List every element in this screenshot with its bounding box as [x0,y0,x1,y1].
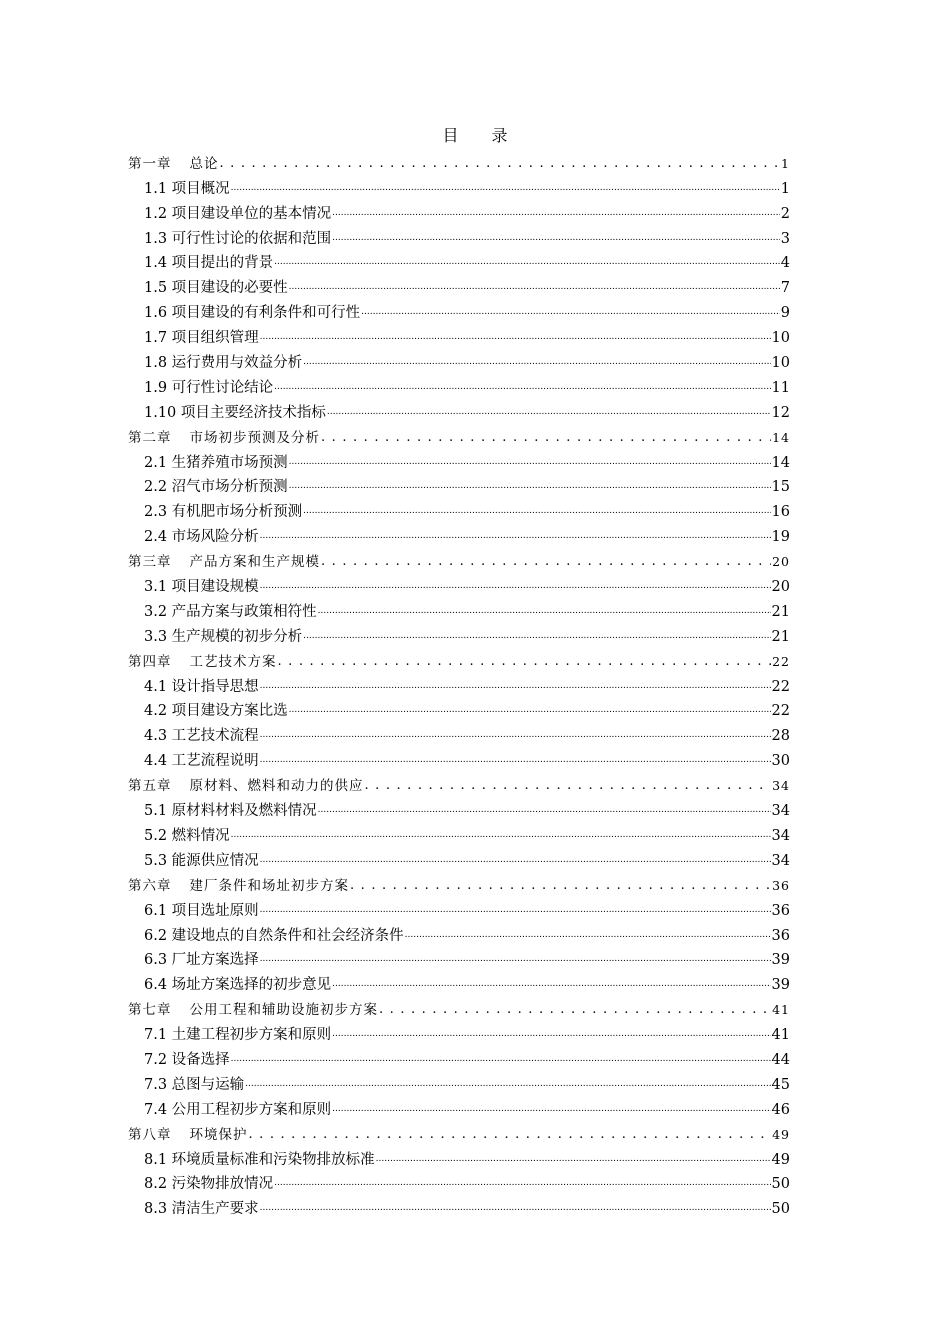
toc-section-title: 5.1 原材料材料及燃料情况 [144,803,317,820]
toc-section-entry[interactable] [128,1094,790,1119]
toc-chapter-entry[interactable] [128,994,790,1019]
toc-section-entry[interactable] [128,596,790,621]
toc-chapter-title: 总论 [189,155,219,172]
toc-page-number: 10 [771,355,790,372]
toc-section-entry[interactable] [128,198,790,223]
toc-chapter-heading [128,777,364,795]
toc-chapter-title: 产品方案和生产规模 [189,554,320,571]
toc-page-number: 15 [771,479,790,496]
toc-section-entry[interactable] [128,621,790,646]
toc-dot-leader [260,1200,771,1218]
toc-page-number: 21 [771,628,790,645]
toc-page-number: 4 [780,255,790,272]
toc-section-title: 8.3 清洁生产要求 [144,1201,259,1218]
toc-section-title: 3.2 产品方案与政策相符性 [144,603,317,620]
toc-page-number: 10 [771,330,790,347]
toc-dot-leader [318,603,771,621]
toc-dot-leader [274,379,770,397]
toc-section-title: 3.1 项目建设规模 [144,579,259,596]
toc-section-title: 1.10 项目主要经济技术指标 [144,404,326,421]
toc-section-entry[interactable] [128,372,790,397]
toc-dot-leader [350,877,771,895]
toc-section-entry[interactable] [128,322,790,347]
toc-section-title: 1.7 项目组织管理 [144,330,259,347]
toc-page-number: 20 [772,554,790,570]
toc-page-number: 3 [780,230,790,247]
toc-section-entry[interactable] [128,1019,790,1044]
toc-section-entry[interactable] [128,1044,790,1069]
toc-section-title: 2.1 生猪养殖市场预测 [144,454,288,471]
toc-section-entry[interactable] [128,472,790,497]
toc-chapter-number: 第五章 [128,778,172,795]
toc-dot-leader [260,678,771,696]
toc-page-number: 2 [780,205,790,222]
toc-chapter-title: 公用工程和辅助设施初步方案 [189,1002,378,1019]
toc-dot-leader [376,1151,771,1169]
toc-page-number: 1 [781,155,790,171]
toc-dot-leader [321,553,771,571]
toc-dot-leader [289,279,780,297]
toc-section-entry[interactable] [128,720,790,745]
toc-section-entry[interactable] [128,173,790,198]
toc-section-entry[interactable] [128,272,790,297]
toc-chapter-entry[interactable] [128,770,790,795]
toc-section-entry[interactable] [128,945,790,970]
toc-dot-leader [303,354,770,372]
toc-page-number: 9 [780,305,790,322]
toc-chapter-number: 第三章 [128,554,172,571]
toc-section-title: 4.4 工艺流程说明 [144,753,259,770]
toc-dot-leader [379,1001,771,1019]
toc-section-entry[interactable] [128,347,790,372]
toc-page-number: 16 [771,504,790,521]
toc-page-number: 22 [771,703,790,720]
toc-page-number: 7 [780,280,790,297]
toc-dot-leader [332,976,770,994]
toc-dot-leader [405,927,771,945]
toc-dot-leader [332,1026,770,1044]
toc-dot-leader [231,1051,771,1069]
toc-page-number: 39 [771,977,790,994]
toc-dot-leader [303,628,770,646]
toc-chapter-title: 工艺技术方案 [189,653,277,670]
toc-page-number: 19 [771,529,790,546]
toc-section-title: 4.1 设计指导思想 [144,678,259,695]
toc-page-number: 36 [772,877,790,893]
toc-chapter-number: 第七章 [128,1002,172,1019]
toc-dot-leader [260,902,771,920]
toc-section-entry[interactable] [128,795,790,820]
toc-page-number: 14 [772,429,790,445]
toc-section-title: 1.9 可行性讨论结论 [144,379,274,396]
toc-section-entry[interactable] [128,969,790,994]
toc-page-number: 41 [772,1002,790,1018]
toc-dot-leader [249,1126,772,1144]
toc-section-title: 6.3 厂址方案选择 [144,952,259,969]
toc-dot-leader [274,254,780,272]
toc-page-number: 44 [771,1051,790,1068]
toc-page-number: 21 [771,603,790,620]
toc-chapter-entry[interactable] [128,870,790,895]
toc-title: 目 录 [442,126,522,145]
toc-section-entry[interactable] [128,895,790,920]
toc-section-entry[interactable] [128,297,790,322]
toc-section-title: 8.2 污染物排放情况 [144,1176,274,1193]
toc-dot-leader [260,727,771,745]
toc-section-title: 2.3 有机肥市场分析预测 [144,504,303,521]
toc-dot-leader [278,653,772,671]
toc-dot-leader [260,852,771,870]
toc-page-number: 22 [772,653,790,669]
toc-chapter-entry[interactable] [128,646,790,671]
toc-dot-leader [231,180,780,198]
toc-section-title: 7.2 设备选择 [144,1051,230,1068]
toc-page-number: 14 [771,454,790,471]
toc-dot-leader [289,454,771,472]
toc-page-number: 36 [771,927,790,944]
toc-section-entry[interactable] [128,1193,790,1218]
toc-dot-leader [289,702,771,720]
toc-page-number: 36 [771,902,790,919]
toc-section-entry[interactable] [128,1169,790,1194]
toc-section-entry[interactable] [128,496,790,521]
toc-page-number: 34 [771,827,790,844]
toc-section-title: 2.2 沼气市场分析预测 [144,479,288,496]
toc-section-entry[interactable] [128,1144,790,1169]
toc-section-entry[interactable] [128,223,790,248]
toc-dot-leader [260,752,771,770]
toc-dot-leader [260,578,771,596]
toc-chapter-title: 环境保护 [189,1126,248,1143]
toc-dot-leader [332,230,780,248]
toc-chapter-heading [128,429,320,447]
toc-section-title: 6.2 建设地点的自然条件和社会经济条件 [144,927,404,944]
toc-section-entry[interactable] [128,447,790,472]
toc-dot-leader [321,429,771,447]
toc-dot-leader [220,155,781,173]
toc-section-entry[interactable] [128,521,790,546]
toc-dot-leader [303,503,770,521]
toc-section-entry[interactable] [128,397,790,422]
toc-dot-leader [327,404,771,422]
toc-page-number: 34 [771,852,790,869]
toc-section-entry[interactable] [128,745,790,770]
toc-section-title: 5.2 燃料情况 [144,827,230,844]
toc-dot-leader [318,802,771,820]
toc-chapter-entry[interactable] [128,1119,790,1144]
toc-page-number: 22 [771,678,790,695]
toc-page-number: 50 [771,1176,790,1193]
toc-dot-leader [274,1175,770,1193]
toc-section-title: 3.3 生产规模的初步分析 [144,628,303,645]
toc-page-number: 41 [771,1027,790,1044]
toc-dot-leader [260,951,771,969]
toc-chapter-number: 第六章 [128,877,172,894]
toc-section-entry[interactable] [128,820,790,845]
toc-chapter-heading [128,1001,378,1019]
toc-section-entry[interactable] [128,1069,790,1094]
toc-section-title: 8.1 环境质量标准和污染物排放标准 [144,1151,375,1168]
toc-section-title: 5.3 能源供应情况 [144,852,259,869]
toc-section-title: 6.4 场址方案选择的初步意见 [144,977,332,994]
toc-page-number: 11 [771,379,790,396]
table-of-contents [128,148,790,1218]
toc-section-entry[interactable] [128,696,790,721]
toc-dot-leader [365,777,772,795]
toc-page-number: 46 [771,1101,790,1118]
toc-chapter-entry[interactable] [128,148,790,173]
toc-page-number: 39 [771,952,790,969]
toc-section-title: 1.8 运行费用与效益分析 [144,355,303,372]
toc-chapter-heading [128,653,277,671]
toc-dot-leader [289,478,771,496]
toc-dot-leader [245,1076,770,1094]
toc-page-number: 1 [780,180,790,197]
toc-section-title: 1.5 项目建设的必要性 [144,280,288,297]
toc-section-title: 7.3 总图与运输 [144,1076,245,1093]
toc-section-title: 4.2 项目建设方案比选 [144,703,288,720]
toc-chapter-entry[interactable] [128,422,790,447]
toc-chapter-number: 第一章 [128,155,172,172]
toc-page-number: 49 [772,1126,790,1142]
toc-page-number: 34 [772,778,790,794]
toc-dot-leader [332,1101,770,1119]
toc-dot-leader [332,205,780,223]
toc-chapter-heading [128,877,349,895]
toc-chapter-heading [128,155,219,173]
toc-page-number: 45 [771,1076,790,1093]
toc-section-title: 1.4 项目提出的背景 [144,255,274,272]
toc-section-entry[interactable] [128,845,790,870]
toc-section-title: 7.4 公用工程初步方案和原则 [144,1101,332,1118]
toc-dot-leader [231,827,771,845]
toc-chapter-title: 原材料、燃料和动力的供应 [189,778,364,795]
toc-chapter-title: 市场初步预测及分析 [189,429,320,446]
toc-section-title: 1.6 项目建设的有利条件和可行性 [144,305,361,322]
toc-chapter-title: 建厂条件和场址初步方案 [189,877,349,894]
toc-section-title: 4.3 工艺技术流程 [144,728,259,745]
toc-page-number: 30 [771,753,790,770]
toc-dot-leader [260,329,771,347]
toc-page-number: 28 [771,728,790,745]
toc-chapter-heading [128,1126,248,1144]
toc-section-title: 1.2 项目建设单位的基本情况 [144,205,332,222]
toc-section-title: 1.3 可行性讨论的依据和范围 [144,230,332,247]
toc-section-title: 1.1 项目概况 [144,180,230,197]
toc-section-title: 6.1 项目选址原则 [144,902,259,919]
toc-section-entry[interactable] [128,920,790,945]
toc-page-number: 50 [771,1201,790,1218]
toc-chapter-heading [128,553,320,571]
toc-dot-leader [361,304,780,322]
toc-chapter-number: 第二章 [128,429,172,446]
toc-section-title: 7.1 土建工程初步方案和原则 [144,1027,332,1044]
toc-page-number: 20 [771,579,790,596]
toc-section-entry[interactable] [128,248,790,273]
toc-section-entry[interactable] [128,571,790,596]
toc-section-title: 2.4 市场风险分析 [144,529,259,546]
toc-chapter-entry[interactable] [128,546,790,571]
toc-dot-leader [260,528,771,546]
toc-section-entry[interactable] [128,671,790,696]
toc-page-number: 49 [771,1151,790,1168]
toc-page-number: 34 [771,803,790,820]
toc-chapter-number: 第八章 [128,1126,172,1143]
toc-page-number: 12 [771,404,790,421]
toc-chapter-number: 第四章 [128,653,172,670]
